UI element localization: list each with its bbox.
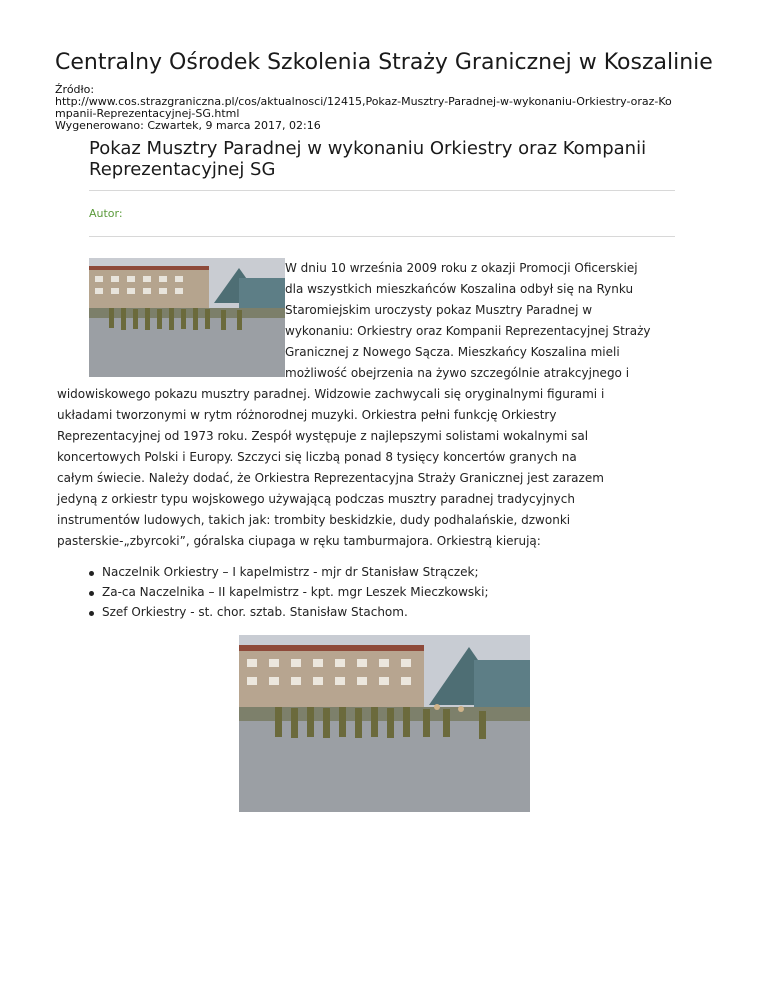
source-url[interactable]: http://www.cos.strazgraniczna.pl/cos/aktualnosci/12415,Pokaz-Musztry-Paradnej-w-wykonaniu-Orkiestry-oraz-Ko — [55, 95, 672, 108]
article-title — [89, 138, 675, 190]
source-meta — [55, 84, 715, 132]
body-line: układami tworzonymi w rytm różnorodnej muzyki. Orkiestra pełni funkcję Orkiestry — [57, 408, 557, 422]
article-body — [57, 258, 681, 552]
author-label: Autor: — [89, 207, 123, 220]
article-title-line-1: Pokaz Musztry Paradnej w wykonaniu Orkiestry oraz Kompanii — [89, 138, 647, 159]
body-line: instrumentów ludowych, takich jak: trombity beskidzkie, dudy podhalańskie, dzwonki — [57, 513, 571, 527]
body-line: W dniu 10 września 2009 roku z okazji Promocji Oficerskiej — [285, 261, 638, 275]
source-label: Źródło: — [55, 83, 95, 96]
body-line: jedyną z orkiestr typu wojskowego używającą podczas musztry paradnej tradycyjnych — [57, 492, 575, 506]
body-line: Granicznej z Nowego Sącza. Mieszkańcy Koszalina mieli — [285, 345, 620, 359]
body-line: Reprezentacyjnej od 1973 roku. Zespół występuje z najlepszymi solistami wokalnymi sal — [57, 429, 589, 443]
list-item: Szef Orkiestry - st. chor. sztab. Stanisław Stachom. — [89, 602, 489, 622]
body-line: widowiskowego pokazu musztry paradnej. Widzowie zachwycali się oryginalnymi figurami i — [57, 387, 605, 401]
body-line: Staromiejskim uroczysty pokaz Musztry Paradnej w — [285, 303, 593, 317]
body-line: możliwość obejrzenia na żywo szczególnie atrakcyjnego i — [285, 366, 630, 380]
body-line: pasterskie-„zbyrcoki”, góralska ciupaga w ręku tamburmajora. Orkiestrą kierują: — [57, 534, 541, 548]
body-line: koncertowych Polski i Europy. Szczyci się liczbą ponad 8 tysięcy koncertów granych na — [57, 450, 577, 464]
list-item: Naczelnik Orkiestry – I kapelmistrz - mjr dr Stanisław Strączek; — [89, 562, 489, 582]
article-title-line-2: Reprezentacyjnej SG — [89, 159, 276, 180]
orchestra-leaders-list — [89, 562, 489, 622]
generated-date: Wygenerowano: Czwartek, 9 marca 2017, 02:16 — [55, 119, 321, 132]
site-title: Centralny Ośrodek Szkolenia Straży Granicznej w Koszalinie — [55, 50, 713, 75]
body-line: całym świecie. Należy dodać, że Orkiestra Reprezentacyjna Straży Granicznej jest zarazem — [57, 471, 604, 485]
source-url-cont[interactable]: mpanii-Reprezentacyjnej-SG.html — [55, 107, 240, 120]
article-header — [89, 138, 675, 237]
list-item: Za-ca Naczelnika – II kapelmistrz - kpt. mgr Leszek Mieczkowski; — [89, 582, 489, 602]
body-line: wykonaniu: Orkiestry oraz Kompanii Reprezentacyjnej Straży — [285, 324, 651, 338]
body-line: dla wszystkich mieszkańców Koszalina odbył się na Rynku — [285, 282, 634, 296]
parade-photo — [239, 635, 530, 812]
divider-bottom — [89, 236, 675, 237]
